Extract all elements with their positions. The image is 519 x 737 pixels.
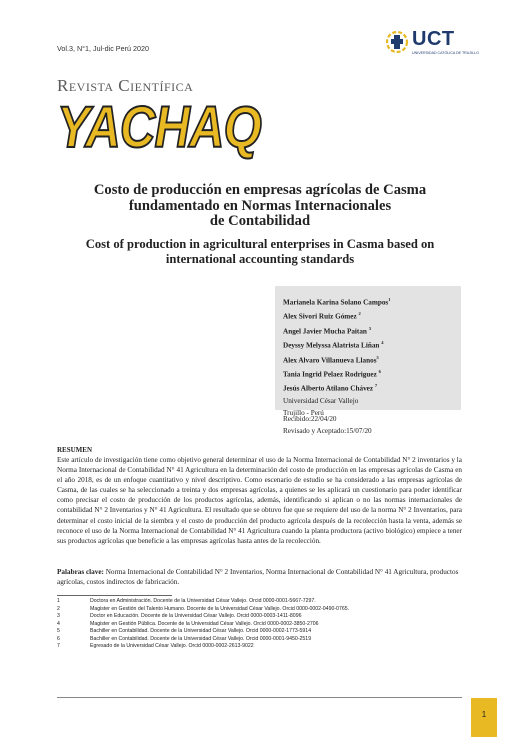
keywords [57, 567, 462, 587]
footnote-item: 7 Egresado de la Universidad César Vallejo. Orcid 0000-0002-2613-9022 [57, 643, 254, 649]
footnote-item: 5 Bachiller en Contabilidad. Docente de la Universidad César Vallejo. Orcid 0000-0002-1773-5914 [57, 628, 312, 634]
bottom-divider [57, 697, 462, 698]
issue-info: Vol.3, N°1, Jul-dic Perú 2020 [57, 44, 149, 53]
uct-wordmark: UCT [412, 28, 455, 50]
author-item: Tania Ingrid Pelaez Rodriguez $^6$ [283, 368, 381, 379]
author-item: Angel Javier Mucha Paitan $^3$ [283, 325, 371, 336]
article-dates [283, 413, 372, 437]
author-item: Alex Sivori Ruiz Gómez $^2$ [283, 311, 361, 321]
keywords-label: Palabras clave: [57, 568, 104, 576]
author-item: Alex Alvaro Villanueva Llanos$^5$ [283, 354, 379, 364]
uct-logo [385, 26, 479, 62]
title-es-line: de Contabilidad [209, 213, 311, 229]
footnote-item: 2 Magister en Gestión del Talento Humano. Docente de la Universidad César Vallejo. Orcid 0000-0002-0490-0765. [57, 605, 350, 612]
author-item: Jesús Alberto Atilano Chávez $^7$ [283, 383, 378, 393]
author-list [283, 294, 458, 419]
page-number: 1 [481, 710, 487, 719]
uct-emblem-icon [385, 30, 409, 54]
author-item: Deyssy Melyssa Alatrista Liñan $^4$ [283, 340, 384, 350]
title-es-line: fundamentado en Normas Internacionales [128, 197, 392, 214]
footnote-divider [57, 595, 172, 596]
affiliation: Universidad César Vallejo [283, 396, 359, 405]
footnote-item: 1 Doctora en Administración. Docente de la Universidad César Vallejo. Orcid 0000-0001-5667-7297. [57, 598, 316, 604]
article-title-spanish [60, 183, 460, 230]
author-item: Marianela Karina Solano Campos$^1$ [283, 297, 391, 307]
article-title-english [60, 237, 460, 267]
abstract-text: Este artículo de investigación tiene como objetivo general determinar el uso de la Norma Internacional de Contabilidad N° 2 inventarios y la Norma Internacional de Contabilidad N° 41 Agricultura en la determinación del costo de producción en las empresas agrícolas de Casma en el año 2018, es de un enfoque cuantitativo y nivel descriptivo. Como escenario de estudio se ha considerado a las empresas agrícolas de Casma, de las cuales se ha seleccionado a treinta y dos empresas agrícolas, a quienes se les aplicará un cuestionario para poder identificar como precisar el costo de producción de los productos agrícolas, además, identificando si aplican o no las normas internacionales de contabilidad N° 2 Inventarios y N° 41 Agricultura. El resultado que se obtuvo fue que se requiere del uso de la norma N° 2 Inventarios, para determinar el costo inicial de la siembra y el costo de producción del producto agrícola después de la recolección hasta la venta, además se reconoce el uso de la Norma Internacional de Contabilidad N° 41 Agricultura cuando la planta productora (activo biológico) empiece a tener sus productos agrícolas que beneficie a las empresas agrícolas hasta antes de la recolección. [57, 456, 462, 545]
revised-date: Revisado y Aceptado:15/07/20 [283, 427, 372, 435]
title-es-line: Costo de producción en empresas agrícolas de Casma [93, 182, 427, 198]
yachaq-wordmark: YACHAQ [57, 95, 262, 160]
footnote-item: 6 Bachiller en Contabilidad. Docente de la Universidad César Vallejo. Orcid 0000-0001-9450-2519 [57, 635, 312, 642]
footnote-item: 3 Doctor en Educación. Docente de la Universidad César Vallejo. Orcid 0000-0003-1411-8096 [57, 613, 302, 619]
abstract-heading: RESUMEN [57, 446, 93, 454]
keywords-text: Norma Internacional de Contabilidad N° 2 Inventarios, Norma Internacional de Contabilidad N° 41 Agricultura, productos agrícolas, costos indirectos de fabricación. [57, 568, 459, 587]
title-en-line: international accounting standards [165, 252, 355, 266]
location: Trujillo - Perú [283, 408, 324, 417]
journal-prefix: Revista Científica [57, 76, 194, 95]
footnotes [57, 598, 467, 651]
title-en-line: Cost of production in agricultural enterprises in Casma based on [85, 237, 435, 251]
footnote-item: 4 Magister en Gestión Pública. Docente de la Universidad César Vallejo. Orcid 0000-0002-3850-2706 [57, 620, 319, 627]
uct-subtitle: UNIVERSIDAD CATÓLICA DE TRUJILLO [412, 51, 479, 55]
yachaq-logo [55, 93, 265, 160]
received-date: Recibido:22/04/20 [283, 415, 337, 423]
